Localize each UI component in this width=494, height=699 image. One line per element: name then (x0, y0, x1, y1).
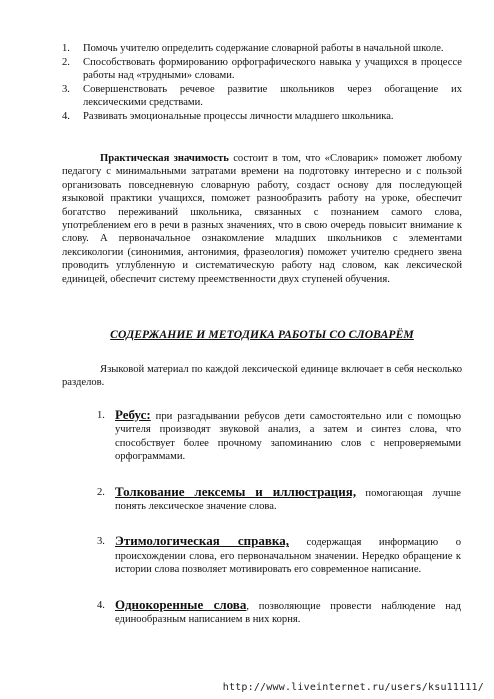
goal-number: 1. (62, 43, 70, 54)
goal-item (62, 110, 462, 124)
section-description: содержащая информацию о происхождении слова, его первоначальном значении. Нередко обращение к истории слова позволяет мотивировать его современное написание. (115, 537, 461, 576)
section-item (97, 598, 461, 627)
goal-number: 2. (62, 56, 70, 68)
sections-list (97, 408, 461, 626)
section-term: Однокоренные слова (115, 596, 247, 612)
goal-number: 3. (62, 83, 70, 95)
section-description: помогающая лучше понять лексическое значение слова. (115, 487, 462, 513)
section-heading: СОДЕРЖАНИЕ И МЕТОДИКА РАБОТЫ СО СЛОВАРЁМ (110, 328, 414, 341)
section-item (97, 534, 461, 576)
practical-significance-paragraph (62, 152, 462, 286)
section-term: Этимологическая справка, (115, 533, 289, 549)
practical-significance-text: состоит в том, что «Словарик» поможет любому педагогу с минимальными затратами времени на подготовку интересно и с пользой организовать повседневную словарную работу, создаст основу для последующей языковой практики учащихся, поможет разнообразить работу на уроке, обеспечит богатство переживаний школьника, связанных с познанием самого слова, употреблением его в речи в разных значениях, что в свою очередь повысит внимание к слову. А первоначальное ознакомление младших школьников с элементами лексикологии (синонимия, антонимия, фразеология) поможет учителю среднего звена проводить углубленную и систематическую работу над словом, как лексической единицей, обеспечит систему преемственности двух ступеней обучения. (62, 153, 462, 285)
section-number: 4. (97, 599, 105, 611)
goals-list (62, 42, 462, 124)
section-description: при разгадывании ребусов дети самостоятельно или с помощью учителя производят звуковой анализ, а затем и синтез слова, что способствует более прочному запоминанию слов с непроверяемыми орфограммами. (115, 411, 461, 463)
goal-number: 4. (62, 110, 70, 122)
section-number: 1. (97, 410, 105, 421)
section-number: 2. (97, 486, 105, 498)
goal-text: Помочь учителю определить содержание словарной работы в начальной школе. (83, 43, 444, 54)
source-url-watermark[interactable]: http://www.liveinternet.ru/users/ksu11111/ (222, 682, 484, 693)
section-description: , позволяющие провести наблюдение над единообразным написанием в них корня. (115, 600, 461, 626)
section-item (97, 408, 461, 464)
section-number: 3. (97, 536, 105, 548)
practical-significance-lead: Практическая значимость (100, 153, 229, 164)
section-intro-paragraph: Языковой материал по каждой лексической единице включает в себя несколько разделов. (62, 364, 462, 389)
section-term: Толкование лексемы и иллюстрация, (115, 483, 357, 499)
section-term: Ребус: (115, 407, 151, 422)
goal-item (62, 42, 462, 56)
goal-item (62, 56, 462, 83)
section-item (97, 485, 461, 514)
goal-item (62, 83, 462, 110)
goal-text: Совершенствовать речевое развитие школьников через обогащение их лексическими средствами. (83, 83, 462, 109)
goal-text: Развивать эмоциональные процессы личности младшего школьника. (83, 110, 394, 122)
goal-text: Способствовать формированию орфографического навыка у учащихся в процессе работы над «трудными» словами. (83, 56, 462, 82)
